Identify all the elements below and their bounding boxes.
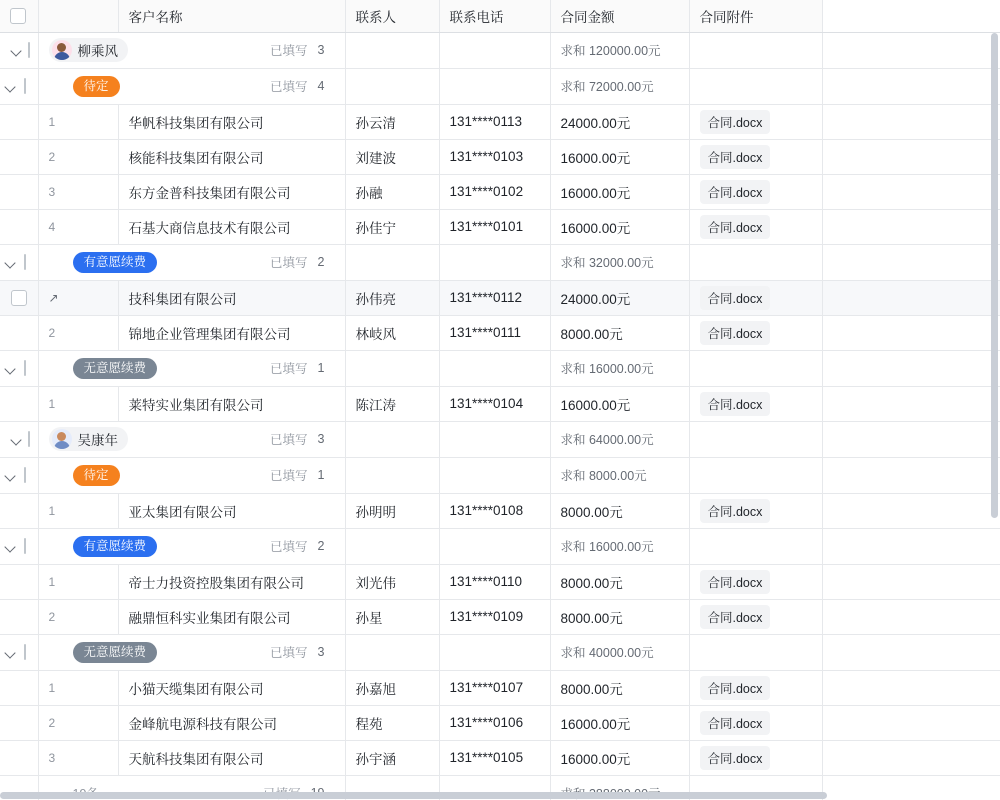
group-contact-cell (345, 457, 439, 493)
chevron-down-icon[interactable] (4, 468, 18, 482)
group-contact-cell (345, 244, 439, 280)
horizontal-scrollbar-thumb[interactable] (0, 792, 827, 799)
row-index: 3 (38, 174, 118, 209)
attachment-chip[interactable]: 合同.docx (700, 570, 771, 594)
cell-tail (822, 740, 1000, 775)
cell-customer-name[interactable]: 小猫天缆集团有限公司 (118, 670, 345, 705)
attachment-chip[interactable]: 合同.docx (700, 711, 771, 735)
cell-tail (822, 493, 1000, 528)
cell-contact[interactable]: 孙融 (345, 174, 439, 209)
cell-attachment[interactable] (689, 493, 822, 528)
filled-status (270, 537, 334, 555)
table-row[interactable] (0, 564, 1000, 599)
cell-phone[interactable]: 131****0113 (439, 104, 550, 139)
cell-attachment[interactable] (689, 139, 822, 174)
row-expand-cell[interactable] (0, 68, 38, 104)
filled-label: 已填写 (270, 433, 308, 447)
group-tail-cell (822, 457, 1000, 493)
cell-customer-name[interactable]: 莱特实业集团有限公司 (118, 386, 345, 421)
header-contact[interactable]: 联系人 (345, 0, 439, 32)
cell-attachment[interactable] (689, 564, 822, 599)
group-contact-cell (345, 634, 439, 670)
avatar (52, 40, 72, 60)
group-owner-cell (38, 421, 345, 457)
cell-tail (822, 564, 1000, 599)
filled-label: 已填写 (270, 646, 308, 660)
filled-count: 1 (317, 361, 325, 375)
cell-tail (822, 599, 1000, 634)
cell-amount[interactable]: 16000.00元 (550, 740, 689, 775)
cell-contact[interactable]: 陈江涛 (345, 386, 439, 421)
cell-tail (822, 174, 1000, 209)
row-expand-cell[interactable] (0, 244, 38, 280)
chevron-down-icon[interactable] (4, 361, 18, 375)
cell-attachment[interactable] (689, 174, 822, 209)
row-index: 1 (38, 493, 118, 528)
row-select-cell[interactable] (0, 599, 38, 634)
group-amount-sum: 求和 64000.00元 (550, 421, 689, 457)
group-status-cell (38, 68, 345, 104)
attachment-chip[interactable]: 合同.docx (700, 392, 771, 416)
attachment-chip[interactable]: 合同.docx (700, 180, 771, 204)
filled-status (270, 643, 334, 661)
filled-count: 3 (317, 645, 325, 659)
row-select-cell[interactable] (0, 139, 38, 174)
filled-count: 1 (317, 468, 325, 482)
header-phone[interactable]: 联系电话 (439, 0, 550, 32)
row-index: 1 (38, 386, 118, 421)
filled-count: 4 (317, 79, 325, 93)
row-expand-cell[interactable] (0, 350, 38, 386)
group-amount-sum: 求和 40000.00元 (550, 634, 689, 670)
group-tail-cell (822, 244, 1000, 280)
group-contact-cell (345, 350, 439, 386)
cell-contact[interactable]: 孙嘉旭 (345, 670, 439, 705)
cell-customer-name[interactable]: 锦地企业管理集团有限公司 (118, 315, 345, 350)
filled-status (270, 41, 334, 59)
attachment-chip[interactable]: 合同.docx (700, 145, 771, 169)
row-index: 4 (38, 209, 118, 244)
chevron-down-icon[interactable] (4, 539, 18, 553)
group-row-status[interactable] (0, 528, 1000, 564)
row-index: 1 (38, 104, 118, 139)
group-row-status[interactable] (0, 634, 1000, 670)
cell-phone[interactable]: 131****0109 (439, 599, 550, 634)
cell-tail (822, 280, 1000, 315)
cell-tail (822, 705, 1000, 740)
header-select-all[interactable] (0, 0, 38, 32)
group-file-cell (689, 421, 822, 457)
select-all-checkbox[interactable] (10, 8, 26, 24)
cell-contact[interactable]: 刘建波 (345, 139, 439, 174)
cell-amount[interactable]: 8000.00元 (550, 599, 689, 634)
cell-phone[interactable]: 131****0106 (439, 705, 550, 740)
cell-attachment[interactable] (689, 386, 822, 421)
table-row[interactable] (0, 599, 1000, 634)
cell-amount[interactable]: 16000.00元 (550, 386, 689, 421)
row-expand-cell[interactable] (38, 280, 118, 315)
cell-attachment[interactable] (689, 209, 822, 244)
row-index: 2 (38, 705, 118, 740)
cell-amount[interactable]: 16000.00元 (550, 705, 689, 740)
header-attachment[interactable]: 合同附件 (689, 0, 822, 32)
filled-label: 已填写 (270, 362, 308, 376)
header-divider (0, 32, 1000, 33)
cell-phone[interactable]: 131****0102 (439, 174, 550, 209)
cell-tail (822, 386, 1000, 421)
row-select-cell[interactable] (0, 493, 38, 528)
row-expand-cell[interactable] (0, 457, 38, 493)
row-checkbox[interactable] (28, 431, 30, 447)
cell-tail (822, 209, 1000, 244)
vertical-scrollbar-track[interactable] (989, 0, 1000, 800)
table-row[interactable] (0, 493, 1000, 528)
status-badge: 待定 (73, 76, 120, 97)
table-row[interactable] (0, 740, 1000, 775)
attachment-chip[interactable]: 合同.docx (700, 321, 771, 345)
status-badge: 有意愿续费 (73, 536, 158, 557)
chevron-down-icon[interactable] (10, 43, 24, 57)
cell-amount[interactable]: 16000.00元 (550, 209, 689, 244)
filled-status (270, 430, 334, 448)
row-expand-cell[interactable] (0, 528, 38, 564)
row-select-cell[interactable] (0, 315, 38, 350)
filled-count: 3 (317, 43, 325, 57)
cell-amount[interactable]: 24000.00元 (550, 280, 689, 315)
cell-tail (822, 104, 1000, 139)
cell-phone[interactable]: 131****0112 (439, 280, 550, 315)
table-row[interactable] (0, 104, 1000, 139)
table-row[interactable] (0, 174, 1000, 209)
row-select-cell[interactable] (0, 280, 38, 315)
status-badge: 无意愿续费 (73, 358, 158, 379)
row-select-cell[interactable] (0, 386, 38, 421)
cell-customer-name[interactable]: 石基大商信息技术有限公司 (118, 209, 345, 244)
row-select-cell[interactable] (0, 705, 38, 740)
group-file-cell (689, 32, 822, 68)
row-index: 2 (38, 315, 118, 350)
filled-status (270, 466, 334, 484)
cell-phone[interactable]: 131****0105 (439, 740, 550, 775)
group-status-cell (38, 244, 345, 280)
filled-label: 已填写 (270, 256, 308, 270)
vertical-scrollbar-thumb[interactable] (991, 33, 998, 518)
chevron-down-icon[interactable] (4, 645, 18, 659)
cell-amount[interactable]: 24000.00元 (550, 104, 689, 139)
cell-tail (822, 670, 1000, 705)
group-amount-sum: 求和 72000.00元 (550, 68, 689, 104)
attachment-chip[interactable]: 合同.docx (700, 286, 771, 310)
group-owner-cell (38, 32, 345, 68)
row-expand-cell[interactable] (0, 634, 38, 670)
header-customer-name[interactable]: 客户名称 (118, 0, 345, 32)
cell-contact[interactable]: 孙云清 (345, 104, 439, 139)
group-amount-sum: 求和 32000.00元 (550, 244, 689, 280)
row-select-cell[interactable] (0, 670, 38, 705)
owner-chip[interactable] (49, 38, 129, 62)
cell-tail (822, 315, 1000, 350)
attachment-chip[interactable]: 合同.docx (700, 605, 771, 629)
row-checkbox[interactable] (24, 467, 26, 483)
attachment-chip[interactable]: 合同.docx (700, 746, 771, 770)
attachment-chip[interactable]: 合同.docx (700, 499, 771, 523)
chevron-down-icon[interactable] (4, 255, 18, 269)
cell-contact[interactable]: 林岐风 (345, 315, 439, 350)
group-row-status[interactable] (0, 457, 1000, 493)
filled-count: 3 (317, 432, 325, 446)
cell-customer-name[interactable]: 天航科技集团有限公司 (118, 740, 345, 775)
cell-attachment[interactable] (689, 104, 822, 139)
group-status-cell (38, 457, 345, 493)
filled-count: 2 (317, 539, 325, 553)
cell-customer-name[interactable]: 华帆科技集团有限公司 (118, 104, 345, 139)
group-phone-cell (439, 457, 550, 493)
cell-phone[interactable]: 131****0108 (439, 493, 550, 528)
cell-customer-name[interactable]: 融鼎恒科实业集团有限公司 (118, 599, 345, 634)
group-contact-cell (345, 68, 439, 104)
cell-attachment[interactable] (689, 705, 822, 740)
row-checkbox[interactable] (24, 78, 26, 94)
cell-amount[interactable]: 8000.00元 (550, 670, 689, 705)
group-phone-cell (439, 421, 550, 457)
group-tail-cell (822, 528, 1000, 564)
row-select-cell[interactable] (0, 104, 38, 139)
table-body (0, 32, 1000, 800)
chevron-down-icon[interactable] (4, 79, 18, 93)
cell-phone[interactable]: 131****0107 (439, 670, 550, 705)
table-row[interactable] (0, 315, 1000, 350)
group-row-status[interactable] (0, 244, 1000, 280)
cell-customer-name[interactable]: 核能科技集团有限公司 (118, 139, 345, 174)
group-contact-cell (345, 32, 439, 68)
row-select-cell[interactable] (0, 209, 38, 244)
row-index: 3 (38, 740, 118, 775)
cell-contact[interactable]: 孙伟亮 (345, 280, 439, 315)
group-amount-sum: 求和 8000.00元 (550, 457, 689, 493)
attachment-chip[interactable]: 合同.docx (700, 215, 771, 239)
cell-customer-name[interactable]: 亚太集团有限公司 (118, 493, 345, 528)
group-tail-cell (822, 32, 1000, 68)
group-phone-cell (439, 68, 550, 104)
row-checkbox[interactable] (28, 42, 30, 58)
table-header (0, 0, 1000, 32)
group-file-cell (689, 244, 822, 280)
cell-phone[interactable]: 131****0111 (439, 315, 550, 350)
cell-contact[interactable]: 刘光伟 (345, 564, 439, 599)
row-checkbox[interactable] (24, 360, 26, 376)
filled-label: 已填写 (270, 80, 308, 94)
cell-amount[interactable]: 8000.00元 (550, 564, 689, 599)
group-amount-sum: 求和 16000.00元 (550, 528, 689, 564)
row-checkbox[interactable] (11, 290, 27, 306)
cell-phone[interactable]: 131****0101 (439, 209, 550, 244)
filled-count: 2 (317, 255, 325, 269)
cell-attachment[interactable] (689, 599, 822, 634)
group-phone-cell (439, 528, 550, 564)
cell-attachment[interactable] (689, 280, 822, 315)
status-badge: 有意愿续费 (73, 252, 158, 273)
cell-contact[interactable]: 孙星 (345, 599, 439, 634)
cell-amount[interactable]: 16000.00元 (550, 139, 689, 174)
table-row[interactable] (0, 670, 1000, 705)
cell-amount[interactable]: 16000.00元 (550, 174, 689, 209)
table-row[interactable] (0, 209, 1000, 244)
group-contact-cell (345, 528, 439, 564)
group-row-status[interactable] (0, 350, 1000, 386)
cell-contact[interactable]: 孙明明 (345, 493, 439, 528)
group-row-status[interactable] (0, 68, 1000, 104)
group-file-cell (689, 528, 822, 564)
avatar (52, 429, 72, 449)
group-row-owner[interactable] (0, 32, 1000, 68)
cell-tail (822, 139, 1000, 174)
row-index: 2 (38, 139, 118, 174)
cell-phone[interactable]: 131****0104 (439, 386, 550, 421)
row-select-cell[interactable] (0, 740, 38, 775)
owner-name: 吴康年 (77, 433, 118, 448)
group-tail-cell (822, 421, 1000, 457)
group-file-cell (689, 350, 822, 386)
group-amount-sum: 求和 16000.00元 (550, 350, 689, 386)
cell-attachment[interactable] (689, 740, 822, 775)
table-row[interactable] (0, 705, 1000, 740)
cell-phone[interactable]: 131****0110 (439, 564, 550, 599)
cell-attachment[interactable] (689, 315, 822, 350)
status-badge: 待定 (73, 465, 120, 486)
group-phone-cell (439, 244, 550, 280)
row-checkbox[interactable] (24, 644, 26, 660)
group-status-cell (38, 634, 345, 670)
group-file-cell (689, 68, 822, 104)
filled-status (270, 359, 334, 377)
row-select-cell[interactable] (0, 564, 38, 599)
group-file-cell (689, 457, 822, 493)
cell-contact[interactable]: 孙宇涵 (345, 740, 439, 775)
attachment-chip[interactable]: 合同.docx (700, 110, 771, 134)
group-file-cell (689, 634, 822, 670)
group-phone-cell (439, 350, 550, 386)
cell-amount[interactable]: 8000.00元 (550, 493, 689, 528)
group-status-cell (38, 350, 345, 386)
cell-attachment[interactable] (689, 670, 822, 705)
row-expand-cell[interactable] (0, 421, 38, 457)
row-index: 1 (38, 564, 118, 599)
group-contact-cell (345, 421, 439, 457)
row-index: 2 (38, 599, 118, 634)
cell-customer-name[interactable]: 技科集团有限公司 (118, 280, 345, 315)
header-index (38, 0, 118, 32)
footer-tail-cell (822, 775, 1000, 800)
group-tail-cell (822, 350, 1000, 386)
expand-record-icon[interactable]: ↗ (48, 290, 59, 305)
attachment-chip[interactable]: 合同.docx (700, 676, 771, 700)
header-tail (822, 0, 1000, 32)
group-row-owner[interactable] (0, 421, 1000, 457)
chevron-down-icon[interactable] (10, 432, 24, 446)
group-amount-sum: 求和 120000.00元 (550, 32, 689, 68)
row-checkbox[interactable] (24, 254, 26, 270)
filled-status (270, 253, 334, 271)
cell-amount[interactable]: 8000.00元 (550, 315, 689, 350)
group-phone-cell (439, 32, 550, 68)
header-amount[interactable]: 合同金额 (550, 0, 689, 32)
group-phone-cell (439, 634, 550, 670)
cell-phone[interactable]: 131****0103 (439, 139, 550, 174)
header-row (0, 0, 1000, 32)
table-row[interactable] (0, 386, 1000, 421)
table-row[interactable] (0, 139, 1000, 174)
row-select-cell[interactable] (0, 174, 38, 209)
group-tail-cell (822, 634, 1000, 670)
filled-label: 已填写 (270, 469, 308, 483)
group-tail-cell (822, 68, 1000, 104)
filled-label: 已填写 (270, 540, 308, 554)
cell-customer-name[interactable]: 帝士力投资控股集团有限公司 (118, 564, 345, 599)
cell-contact[interactable]: 程苑 (345, 705, 439, 740)
row-expand-cell[interactable] (0, 32, 38, 68)
cell-customer-name[interactable]: 东方金普科技集团有限公司 (118, 174, 345, 209)
cell-contact[interactable]: 孙佳宁 (345, 209, 439, 244)
filled-label: 已填写 (270, 44, 308, 58)
row-checkbox[interactable] (24, 538, 26, 554)
status-badge: 无意愿续费 (73, 642, 158, 663)
cell-customer-name[interactable]: 金峰航电源科技有限公司 (118, 705, 345, 740)
row-index: 1 (38, 670, 118, 705)
group-status-cell (38, 528, 345, 564)
filled-status (270, 77, 334, 95)
owner-chip[interactable] (49, 427, 129, 451)
owner-name: 柳乘风 (77, 44, 118, 59)
table-row[interactable] (0, 280, 1000, 315)
